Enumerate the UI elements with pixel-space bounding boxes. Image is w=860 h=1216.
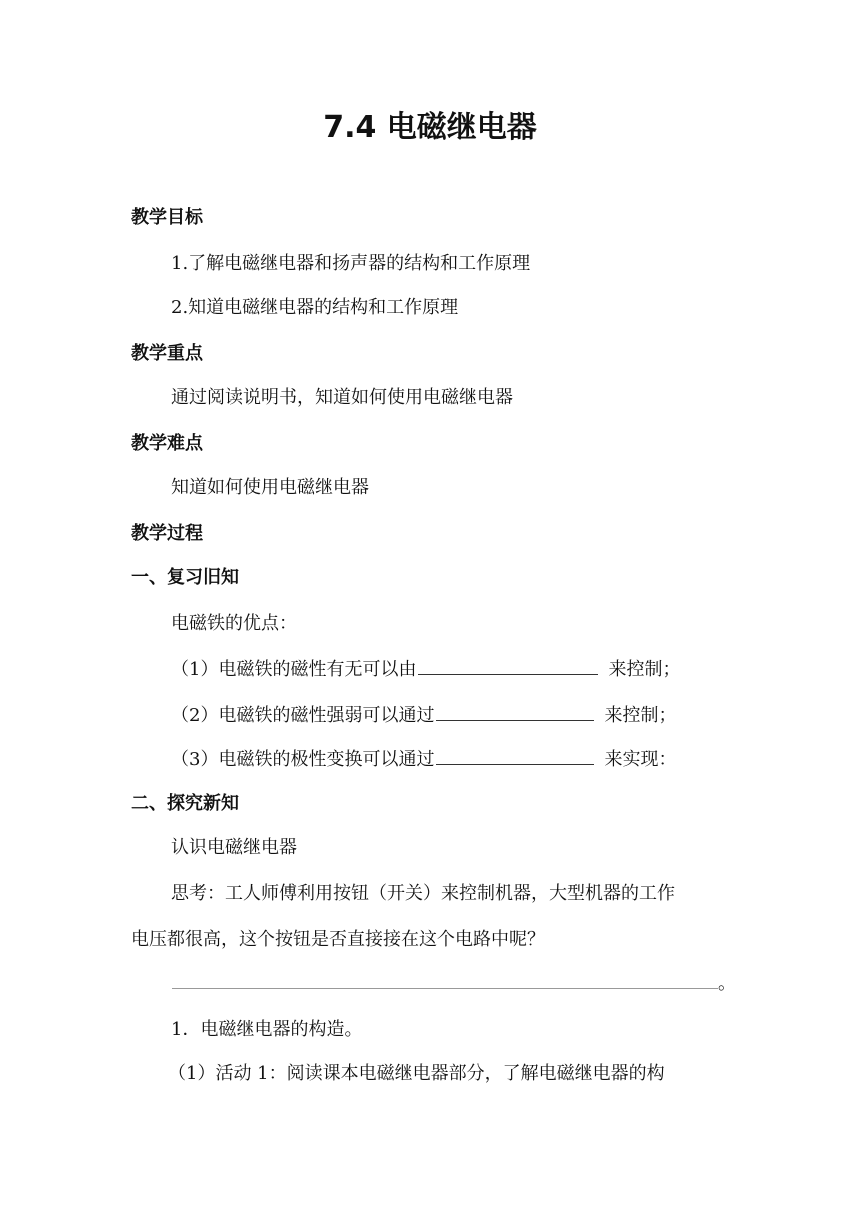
review-item-3-suffix: 来实现： <box>604 749 677 770</box>
review-item-1-suffix: 来控制； <box>608 659 681 680</box>
review-intro: 电磁铁的优点： <box>171 613 297 634</box>
explore-subheading: 认识电磁继电器 <box>171 837 297 858</box>
answer-period: 。 <box>718 973 736 994</box>
structure-heading: 1．电磁继电器的构造。 <box>171 1019 363 1040</box>
review-item-1 <box>171 654 680 684</box>
key-points-text: 通过阅读说明书，知道如何使用电磁继电器 <box>171 387 513 408</box>
activity-1-text: （1）活动 1：阅读课本电磁继电器部分，了解电磁继电器的构 <box>168 1063 665 1084</box>
document-title: 7.4 电磁继电器 <box>323 110 537 145</box>
fill-blank-1[interactable] <box>418 654 598 675</box>
review-item-3 <box>171 744 676 774</box>
fill-blank-3[interactable] <box>436 744 594 765</box>
review-item-2-suffix: 来控制； <box>604 705 677 726</box>
fill-blank-2[interactable] <box>436 700 594 721</box>
explore-heading: 二、探究新知 <box>131 793 239 814</box>
review-item-1-prefix: （1）电磁铁的磁性有无可以由 <box>171 659 417 680</box>
objective-item-2: 2.知道电磁继电器的结构和工作原理 <box>171 297 459 318</box>
review-heading: 一、复习旧知 <box>131 567 239 588</box>
key-points-heading: 教学重点 <box>131 343 203 364</box>
objective-item-1: 1.了解电磁继电器和扬声器的结构和工作原理 <box>171 253 531 274</box>
objectives-heading: 教学目标 <box>131 207 203 228</box>
difficulties-heading: 教学难点 <box>131 433 203 454</box>
think-question-line-2: 电压都很高，这个按钮是否直接接在这个电路中呢？ <box>131 929 545 950</box>
review-item-3-prefix: （3）电磁铁的极性变换可以通过 <box>171 749 435 770</box>
review-item-2 <box>171 700 676 730</box>
review-item-2-prefix: （2）电磁铁的磁性强弱可以通过 <box>171 705 435 726</box>
think-question-line-1: 思考：工人师傅利用按钮（开关）来控制机器，大型机器的工作 <box>171 883 675 904</box>
difficulties-text: 知道如何使用电磁继电器 <box>171 477 369 498</box>
process-heading: 教学过程 <box>131 523 203 544</box>
answer-blank-line[interactable] <box>172 988 718 989</box>
